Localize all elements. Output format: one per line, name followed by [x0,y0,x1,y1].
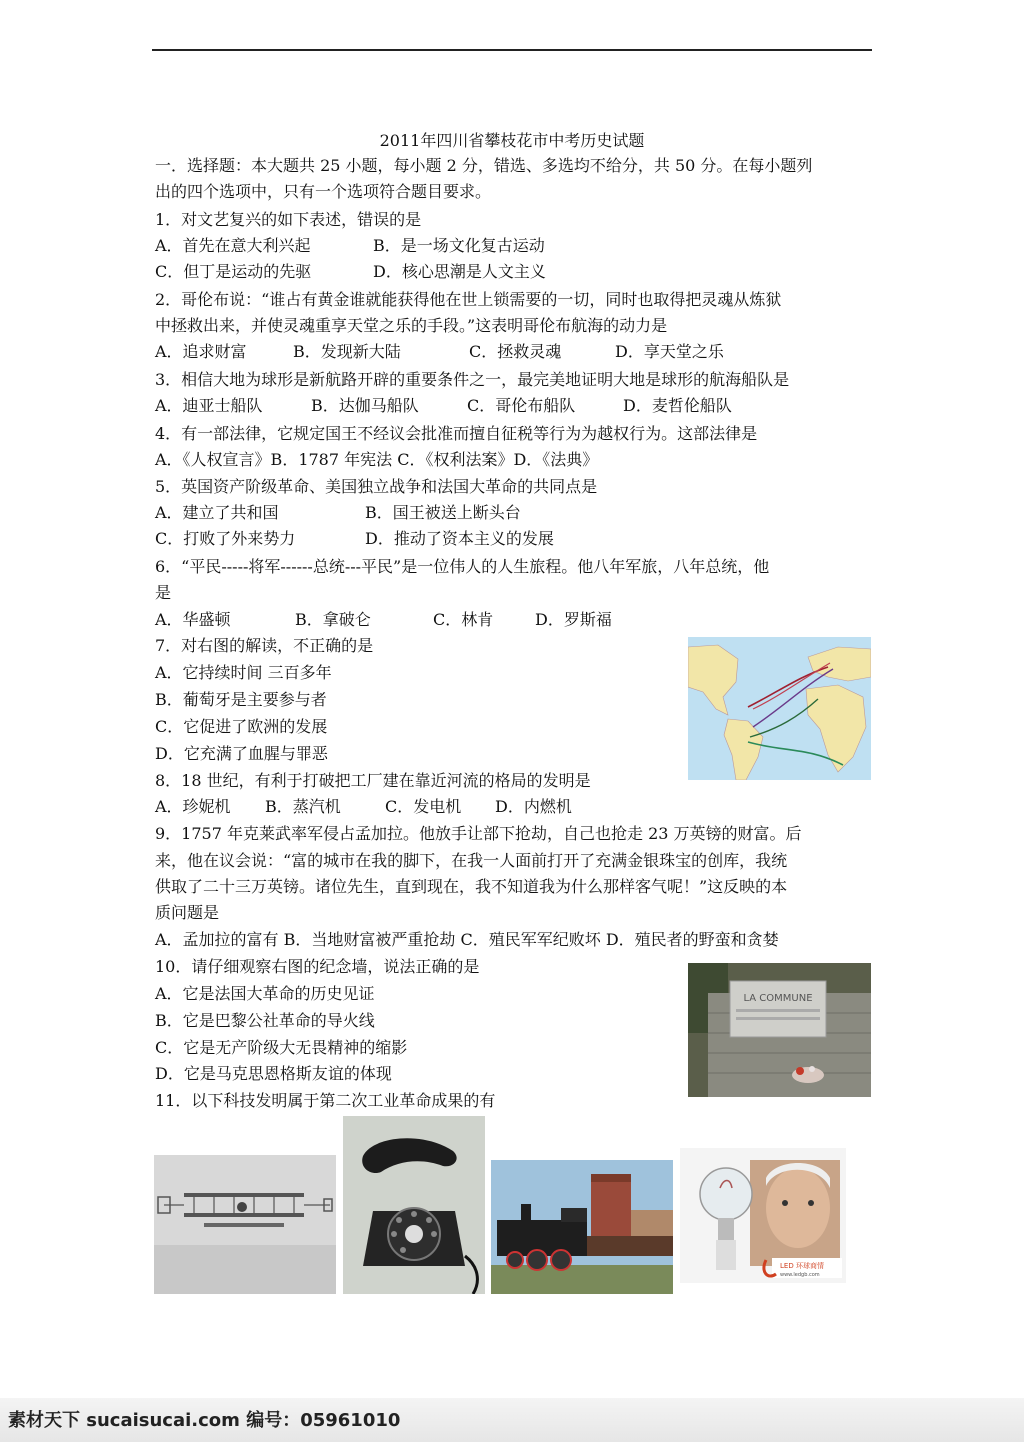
q10-option-a: A．它是法国大革命的历史见证 [155,984,375,1003]
q6-stem-1: 6．“平民-----将军------总统---平民”是一位伟人的人生旅程。他八年军旅，八年总统，他 [155,557,770,576]
q9-stem-2: 来，他在议会说：“富的城市在我的脚下，在我一人面前打开了充满金银珠宝的创库，我统 [155,851,788,870]
q2-option-c: C．拯救灵魂 [469,342,562,361]
q5-option-a: A．建立了共和国 [155,503,279,522]
q5-option-c: C．打败了外来势力 [155,529,296,548]
q9-stem-4: 质问题是 [155,903,220,922]
q1-option-c: C．但丁是运动的先驱 [155,262,312,281]
triangle-trade-map-image [688,637,871,780]
q10-option-d: D．它是马克思恩格斯友谊的体现 [155,1064,392,1083]
q2-stem-1: 2．哥伦布说：“谁占有黄金谁就能获得他在世上锁需要的一切，同时也取得把灵魂从炼狱 [155,290,782,309]
q1-option-d: D．核心思潮是人文主义 [373,262,546,281]
q6-option-c: C．林肯 [433,610,494,629]
q3-option-b: B．达伽马船队 [311,396,419,415]
q5-stem: 5．英国资产阶级革命、美国独立战争和法国大革命的共同点是 [155,477,598,496]
edison-lightbulb-image [680,1148,846,1283]
q10-option-b: B．它是巴黎公社革命的导火线 [155,1011,375,1030]
q6-options [155,610,612,630]
q2-options [155,342,724,362]
q2-option-b: B．发现新大陆 [293,342,401,361]
q1-options-row1 [155,236,545,256]
q1-stem: 1．对文艺复兴的如下表述，错误的是 [155,210,422,229]
exam-title: 2011年四川省攀枝花市中考历史试题 [379,131,645,150]
q9-stem-3: 供取了二十三万英镑。诸位先生，直到现在，我不知道我为什么那样客气呢！”这反映的本 [155,877,788,896]
q6-option-a: A．华盛顿 [155,610,231,629]
q8-option-c: C．发电机 [385,797,462,816]
q1-options-row2 [155,262,546,282]
watermark-bar [0,1398,1024,1442]
q10-stem: 10．请仔细观察右图的纪念墙，说法正确的是 [155,957,480,976]
q5-option-d: D．推动了资本主义的发展 [365,529,554,548]
q7-option-b: B．葡萄牙是主要参与者 [155,690,327,709]
watermark-text: 素材天下 sucaisucai.com 编号：05961010 [8,1410,401,1431]
q3-stem: 3．相信大地为球形是新航路开辟的重要条件之一，最完美地证明大地是球形的航海船队是 [155,370,790,389]
q7-option-d: D．它充满了血腥与罪恶 [155,744,328,763]
intro-line-1: 一．选择题：本大题共 25 小题，每小题 2 分，错选、多选均不给分，共 50 分。在每小题列 [155,156,813,175]
rotary-telephone-image [343,1116,485,1294]
q3-options [155,396,732,416]
q2-option-a: A．追求财富 [155,342,247,361]
wright-airplane-image [154,1155,336,1294]
q4-stem: 4．有一部法律，它规定国王不经议会批准而擅自征税等行为为越权行为。这部法律是 [155,424,758,443]
led-url-text: www.ledgb.com [780,1272,820,1278]
q2-option-d: D．享天堂之乐 [615,342,724,361]
q11-stem: 11．以下科技发明属于第二次工业革命成果的有 [155,1091,496,1110]
q7-option-a: A．它持续时间 三百多年 [155,663,332,682]
q4-options: A．《人权宣言》B．1787 年宪法 C．《权利法案》D．《法典》 [155,450,599,469]
led-logo-text: LED 环球商情 [780,1262,824,1270]
q3-option-a: A．迪亚士船队 [155,396,263,415]
q6-option-d: D．罗斯福 [535,610,612,629]
wall-plaque-text: LA COMMUNE [743,993,813,1004]
q10-option-c: C．它是无产阶级大无畏精神的缩影 [155,1038,408,1057]
header-rule [152,49,872,51]
q8-option-a: A．珍妮机 [155,797,231,816]
q7-stem: 7．对右图的解读，不正确的是 [155,636,374,655]
q5-options-row2 [155,529,554,549]
q9-stem-1: 9．1757 年克莱武率军侵占孟加拉。他放手让部下抢劫，自己也抢走 23 万英镑的财富。后 [155,824,802,843]
q9-options: A．孟加拉的富有 B．当地财富被严重抢劫 C．殖民军军纪败坏 D．殖民者的野蛮和贪婪 [155,930,779,949]
commune-wall-image [688,963,871,1097]
q5-option-b: B．国王被送上断头台 [365,503,521,522]
steam-locomotive-image [491,1160,673,1294]
q3-option-d: D．麦哲伦船队 [623,396,732,415]
q6-option-b: B．拿破仑 [295,610,371,629]
q5-options-row1 [155,503,521,523]
q8-options [155,797,572,817]
q8-option-b: B．蒸汽机 [265,797,341,816]
intro-line-2: 出的四个选项中，只有一个选项符合题目要求。 [155,182,492,201]
q2-stem-2: 中拯救出来，并使灵魂重享天堂之乐的手段。”这表明哥伦布航海的动力是 [155,316,668,335]
q1-option-b: B．是一场文化复古运动 [373,236,545,255]
q7-option-c: C．它促进了欧洲的发展 [155,717,328,736]
q8-option-d: D．内燃机 [495,797,572,816]
q3-option-c: C．哥伦布船队 [467,396,576,415]
q1-option-a: A．首先在意大利兴起 [155,236,311,255]
q6-stem-2: 是 [155,583,172,602]
q8-stem: 8．18 世纪，有利于打破把工厂建在靠近河流的格局的发明是 [155,771,591,790]
